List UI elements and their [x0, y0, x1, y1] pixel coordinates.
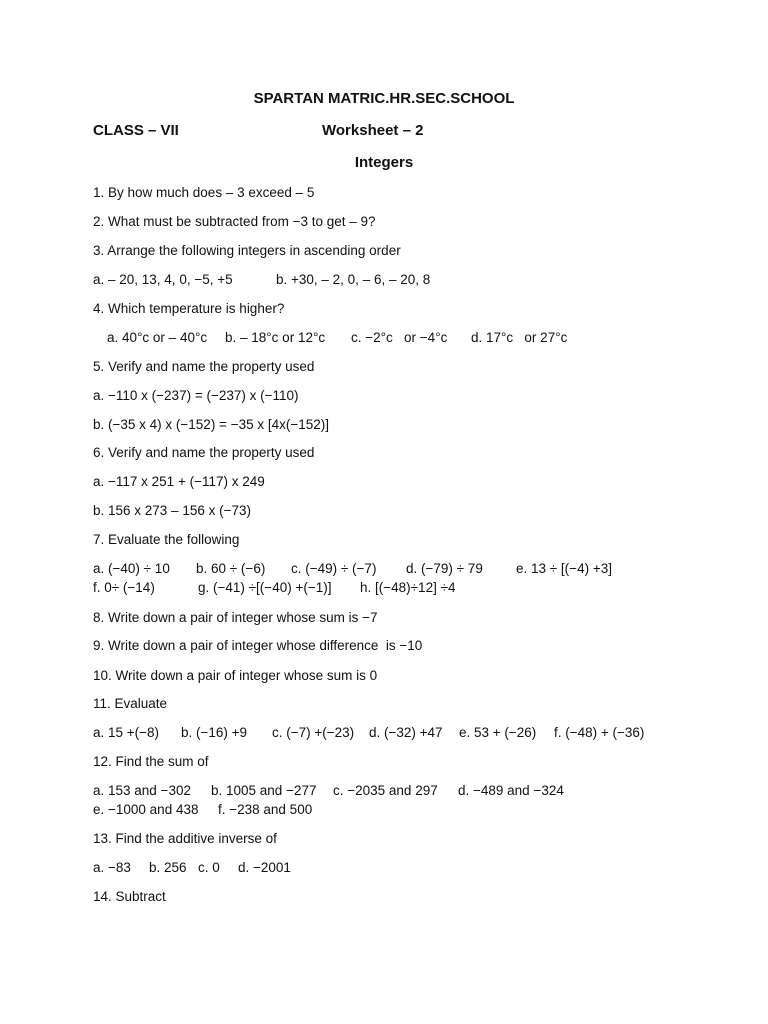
option-11e: e. 53 + (−26): [459, 725, 537, 740]
option-7h: h. [(−48)÷12] ÷4: [360, 580, 456, 595]
question-8: 8. Write down a pair of integer whose sum is −7: [93, 610, 378, 625]
option-7e: e. 13 ÷ [(−4) +3]: [516, 561, 612, 576]
topic-title: Integers: [354, 154, 414, 171]
option-7c: c. (−49) ÷ (−7): [291, 561, 377, 576]
option-13d: d. −2001: [238, 860, 291, 875]
option-6a: a. −117 x 251 + (−117) x 249: [93, 474, 265, 489]
option-7a: a. (−40) ÷ 10: [93, 561, 170, 576]
option-3b: b. +30, – 2, 0, – 6, – 20, 8: [276, 272, 431, 287]
option-3a: a. – 20, 13, 4, 0, −5, +5: [93, 272, 233, 287]
class-label: CLASS – VII: [93, 122, 179, 139]
question-1: 1. By how much does – 3 exceed – 5: [93, 185, 315, 200]
question-6: 6. Verify and name the property used: [93, 445, 315, 460]
option-11f: f. (−48) + (−36): [554, 725, 645, 740]
question-10: 10. Write down a pair of integer whose sum is 0: [93, 668, 378, 683]
option-12a: a. 153 and −302: [93, 783, 191, 798]
option-11c: c. (−7) +(−23): [272, 725, 355, 740]
option-4b: b. – 18°c or 12°c: [225, 330, 326, 345]
question-14: 14. Subtract: [93, 889, 166, 904]
option-13b: b. 256: [149, 860, 187, 875]
option-4a: a. 40°c or – 40°c: [107, 330, 208, 345]
question-11: 11. Evaluate: [93, 696, 168, 711]
option-11d: d. (−32) +47: [369, 725, 443, 740]
question-2: 2. What must be subtracted from −3 to get – 9?: [93, 214, 376, 229]
question-5: 5. Verify and name the property used: [93, 359, 315, 374]
option-5b: b. (−35 x 4) x (−152) = −35 x [4x(−152)]: [93, 417, 330, 432]
option-12b: b. 1005 and −277: [211, 783, 317, 798]
option-11b: b. (−16) +9: [181, 725, 248, 740]
question-7: 7. Evaluate the following: [93, 532, 240, 547]
option-5a: a. −110 x (−237) = (−237) x (−110): [93, 388, 299, 403]
question-4: 4. Which temperature is higher?: [93, 301, 285, 316]
question-13: 13. Find the additive inverse of: [93, 831, 277, 846]
question-9: 9. Write down a pair of integer whose difference is −10: [93, 638, 423, 653]
question-3: 3. Arrange the following integers in ascending order: [93, 243, 401, 258]
option-12c: c. −2035 and 297: [333, 783, 438, 798]
question-12: 12. Find the sum of: [93, 754, 209, 769]
school-name: SPARTAN MATRIC.HR.SEC.SCHOOL: [253, 90, 515, 107]
option-6b: b. 156 x 273 – 156 x (−73): [93, 503, 251, 518]
worksheet-label: Worksheet – 2: [322, 122, 424, 139]
option-7g: g. (−41) ÷[(−40) +(−1)]: [198, 580, 332, 595]
option-7b: b. 60 ÷ (−6): [196, 561, 266, 576]
option-12e: e. −1000 and 438: [93, 802, 199, 817]
option-11a: a. 15 +(−8): [93, 725, 160, 740]
option-13c: c. 0: [198, 860, 220, 875]
option-7d: d. (−79) ÷ 79: [406, 561, 483, 576]
option-7f: f. 0÷ (−14): [93, 580, 155, 595]
option-4d: d. 17°c or 27°c: [471, 330, 568, 345]
option-12d: d. −489 and −324: [458, 783, 564, 798]
option-4c: c. −2°c or −4°c: [351, 330, 448, 345]
option-13a: a. −83: [93, 860, 131, 875]
option-12f: f. −238 and 500: [218, 802, 313, 817]
